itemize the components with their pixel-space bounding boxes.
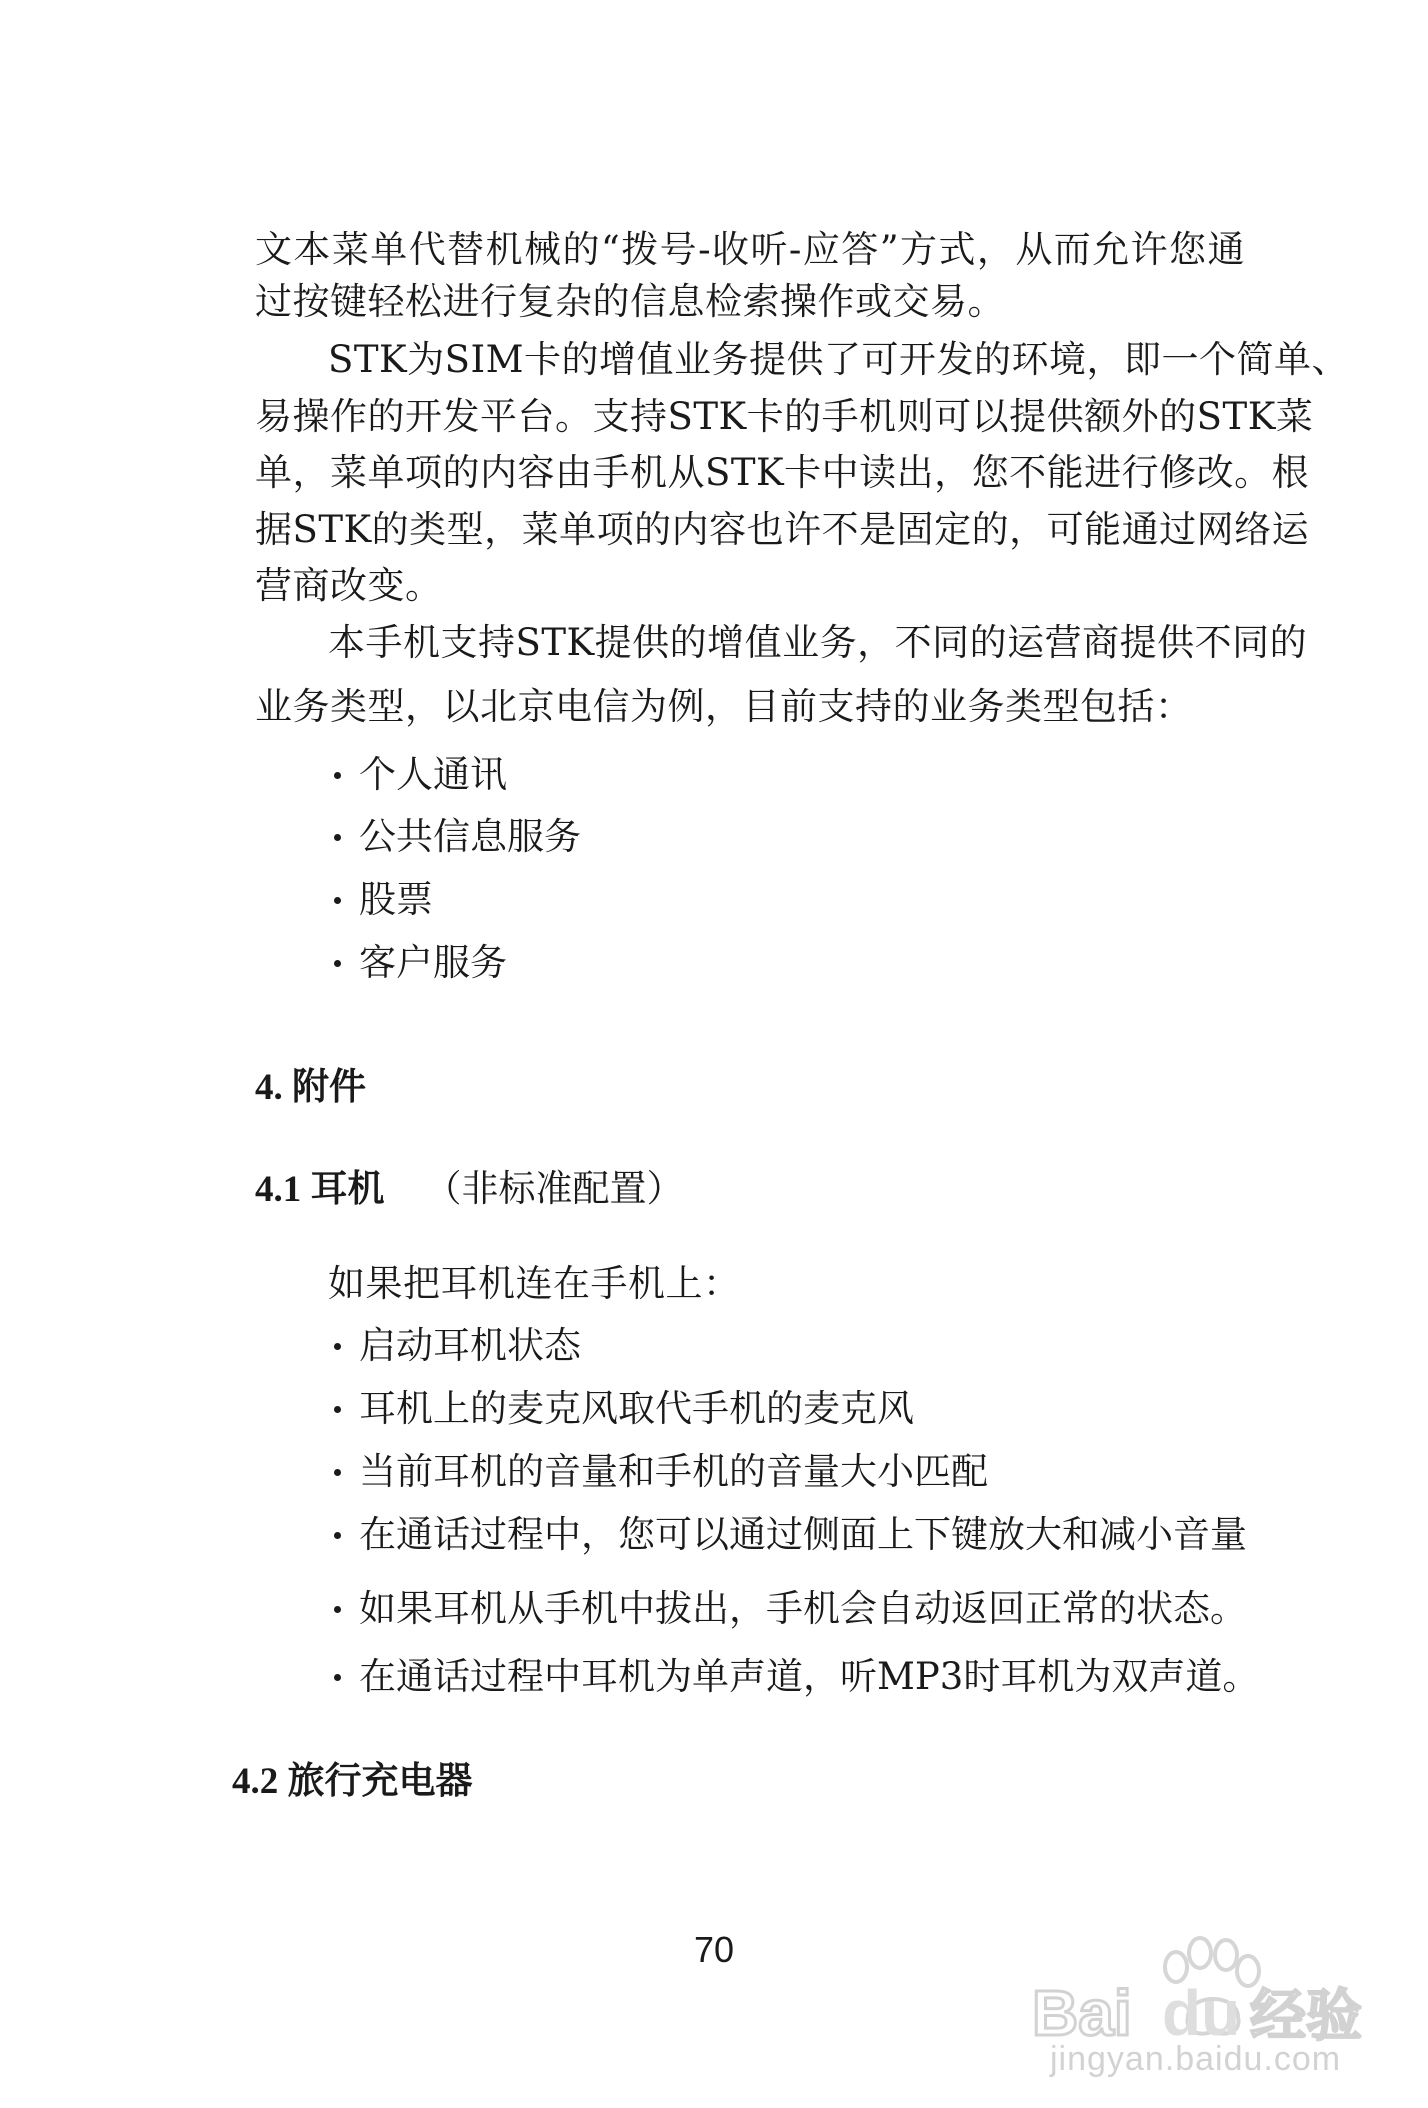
list-item-text: 在通话过程中，您可以通过侧面上下键放大和减小音量 bbox=[359, 1513, 1247, 1556]
svg-text:经验: 经验 bbox=[1250, 1984, 1362, 2049]
paragraph-line: 据STK的类型，菜单项的内容也许不是固定的，可能通过网络运 bbox=[255, 508, 1310, 551]
paragraph-line: STK为SIM卡的增值业务提供了可开发的环境，即一个简单、 bbox=[328, 338, 1350, 381]
list-item-text: 公共信息服务 bbox=[359, 815, 581, 858]
list-item-text: 在通话过程中耳机为单声道，听MP3时耳机为双声道。 bbox=[359, 1655, 1260, 1698]
list-item bbox=[330, 941, 507, 985]
paragraph-line: 单，菜单项的内容由手机从STK卡中读出，您不能进行修改。根 bbox=[255, 451, 1310, 494]
list-item-text: 股票 bbox=[359, 878, 433, 921]
list-item bbox=[330, 815, 581, 859]
subsection-title: 4.1 耳机 bbox=[255, 1169, 385, 1210]
page-number: 70 bbox=[693, 1929, 735, 1970]
bullet-icon bbox=[334, 1343, 341, 1350]
watermark-url: jingyan.baidu.com bbox=[1050, 2040, 1342, 2078]
bullet-icon bbox=[334, 1606, 341, 1613]
paragraph-line: 过按键轻松进行复杂的信息检索操作或交易。 bbox=[255, 280, 1005, 323]
list-item-text: 当前耳机的音量和手机的音量大小匹配 bbox=[359, 1450, 988, 1493]
list-item bbox=[330, 1513, 1247, 1557]
subsection-subtitle: （非标准配置） bbox=[424, 1169, 684, 1210]
list-item-text: 如果耳机从手机中拔出，手机会自动返回正常的状态。 bbox=[359, 1587, 1247, 1630]
list-item bbox=[330, 1324, 581, 1368]
bullet-icon bbox=[334, 960, 341, 967]
bullet-icon bbox=[334, 1469, 341, 1476]
paragraph-line: 本手机支持STK提供的增值业务，不同的运营商提供不同的 bbox=[328, 621, 1308, 664]
section-heading: 4. 附件 bbox=[255, 1067, 366, 1108]
subsection-heading: 4.2 旅行充电器 bbox=[232, 1761, 473, 1802]
list-item bbox=[330, 1450, 988, 1494]
bullet-icon bbox=[334, 772, 341, 779]
bullet-icon bbox=[334, 834, 341, 841]
svg-text:du: du bbox=[1162, 1977, 1241, 2049]
bullet-icon bbox=[334, 1674, 341, 1681]
list-item-text: 个人通讯 bbox=[359, 753, 507, 796]
list-item bbox=[330, 1655, 1259, 1699]
list-item bbox=[330, 753, 507, 797]
paragraph-line: 易操作的开发平台。支持STK卡的手机则可以提供额外的STK菜 bbox=[255, 395, 1314, 438]
list-item bbox=[330, 878, 433, 922]
subsection-heading bbox=[255, 1168, 684, 1212]
bullet-icon bbox=[334, 1532, 341, 1539]
list-item bbox=[330, 1587, 1247, 1631]
paragraph-line: 业务类型，以北京电信为例，目前支持的业务类型包括： bbox=[255, 685, 1193, 728]
bullet-icon bbox=[334, 897, 341, 904]
bullet-icon bbox=[334, 1406, 341, 1413]
paragraph-line: 如果把耳机连在手机上： bbox=[328, 1262, 741, 1305]
list-item-text: 客户服务 bbox=[359, 941, 507, 984]
list-item-text: 耳机上的麦克风取代手机的麦克风 bbox=[359, 1387, 914, 1430]
list-item-text: 启动耳机状态 bbox=[359, 1324, 581, 1367]
list-item bbox=[330, 1387, 914, 1431]
svg-text:Bai: Bai bbox=[1032, 1977, 1132, 2049]
paragraph-line: 文本菜单代替机械的“拨号-收听-应答”方式，从而允许您通 bbox=[255, 228, 1245, 271]
paragraph-line: 营商改变。 bbox=[255, 564, 443, 607]
